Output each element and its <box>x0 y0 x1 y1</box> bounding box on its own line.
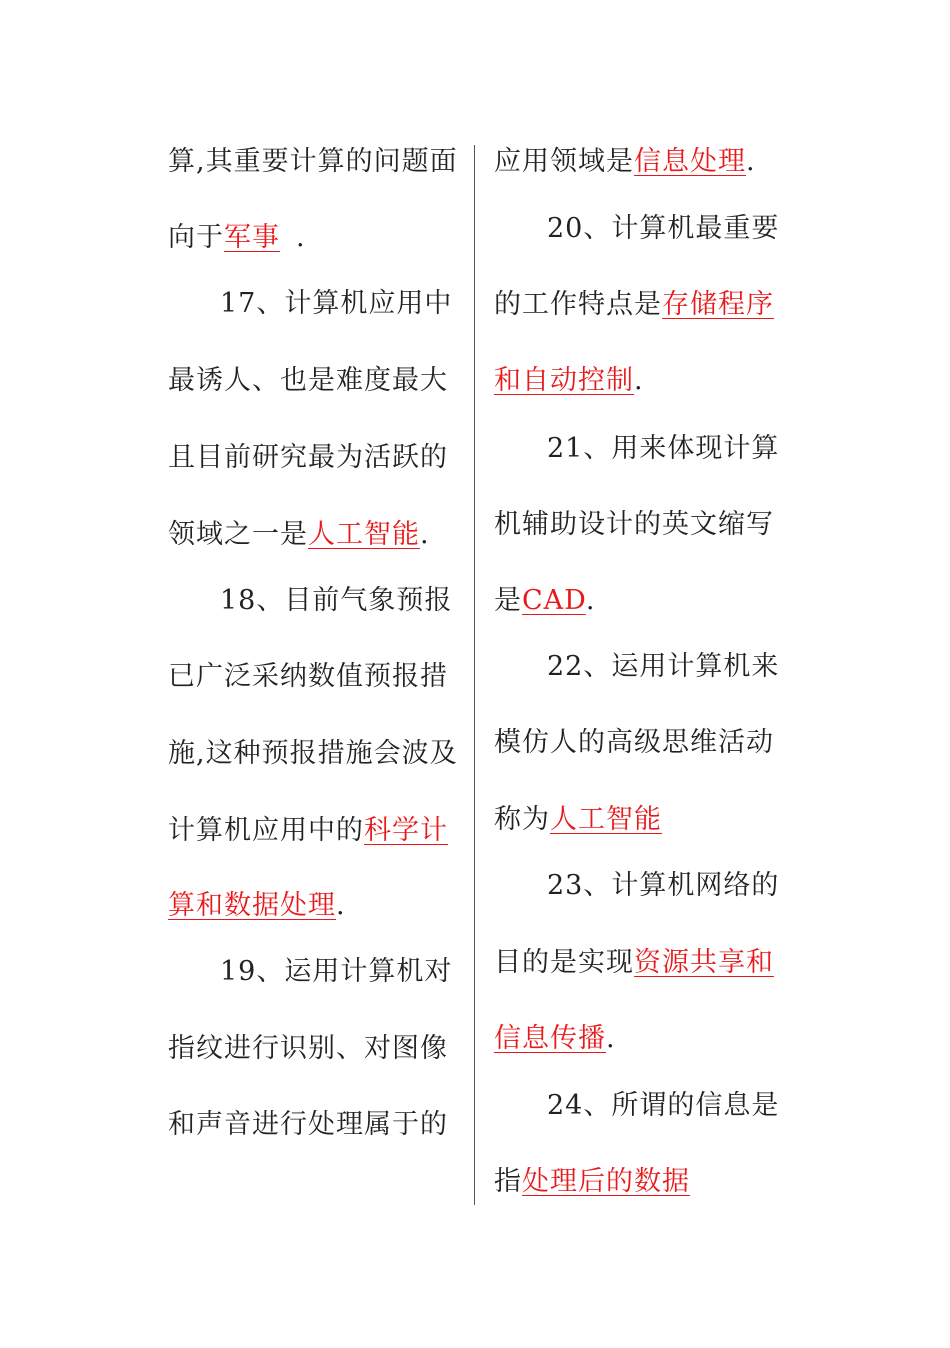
q18-line-5 <box>168 886 346 926</box>
q18-answer-part-2: 算和数据处理 <box>168 890 336 921</box>
q22-line-2 <box>494 723 774 763</box>
q19-text: 和声音进行处理属于的 <box>168 1109 448 1140</box>
q17-line-2 <box>168 361 448 401</box>
q23-line-3 <box>494 1019 616 1059</box>
q18-line-2 <box>168 657 448 697</box>
q21-text: 是 <box>494 585 522 616</box>
q18-line-4 <box>168 811 448 851</box>
q24-line-2 <box>494 1162 690 1202</box>
q16-period: . <box>296 222 306 253</box>
q17-text: 17、计算机应用中 <box>220 288 453 319</box>
q21-line-3 <box>494 581 595 621</box>
q19-period: . <box>746 146 756 177</box>
q18-text: 18、目前气象预报 <box>220 585 453 616</box>
q18-line-1 <box>220 581 452 621</box>
q18-period: . <box>336 890 346 921</box>
q17-text: 最诱人、也是难度最大 <box>168 365 448 396</box>
q19-line-2 <box>168 1029 448 1069</box>
q23-period: . <box>606 1023 616 1054</box>
q22-line-1 <box>547 647 779 687</box>
q21-text: 21、用来体现计算 <box>547 433 780 464</box>
q23-answer-part-1: 资源共享和 <box>634 947 774 978</box>
q18-text: 已广泛采纳数值预报措 <box>168 661 448 692</box>
q20-line-3 <box>494 361 644 401</box>
q16-text: 算,其重要计算的问题面 <box>168 146 458 177</box>
q23-line-1 <box>547 866 779 906</box>
q23-answer-part-2: 信息传播 <box>494 1023 606 1054</box>
q21-line-2 <box>494 505 774 545</box>
q17-answer: 人工智能 <box>308 519 420 550</box>
q21-text: 机辅助设计的英文缩写 <box>494 509 774 540</box>
q16-line-2 <box>168 218 306 258</box>
q22-answer: 人工智能 <box>550 804 662 835</box>
q19-text: 19、运用计算机对 <box>220 956 453 987</box>
q16-text: 向于 <box>168 222 224 253</box>
q17-period: . <box>420 519 430 550</box>
q20-line-1 <box>547 209 779 249</box>
q20-text: 的工作特点是 <box>494 289 662 320</box>
q20-line-2 <box>494 285 774 325</box>
q19-text: 应用领域是 <box>494 146 634 177</box>
column-divider <box>474 145 475 1205</box>
q23-text: 23、计算机网络的 <box>547 870 780 901</box>
q21-answer: CAD <box>522 585 586 616</box>
q24-text: 指 <box>494 1166 522 1197</box>
q18-text: 计算机应用中的 <box>168 815 364 846</box>
q17-text: 且目前研究最为活跃的 <box>168 442 448 473</box>
q16-line-1 <box>168 142 458 182</box>
q17-line-1 <box>220 284 452 324</box>
q23-line-2 <box>494 943 774 983</box>
q22-text: 22、运用计算机来 <box>547 651 780 682</box>
q19-line-1 <box>220 952 452 992</box>
q18-text: 施,这种预报措施会波及 <box>168 738 458 769</box>
q24-text: 24、所谓的信息是 <box>547 1090 780 1121</box>
q23-text: 目的是实现 <box>494 947 634 978</box>
q18-line-3 <box>168 734 458 774</box>
q24-line-1 <box>547 1086 779 1126</box>
q17-text: 领域之一是 <box>168 519 308 550</box>
q20-answer-part-2: 和自动控制 <box>494 365 634 396</box>
q20-text: 20、计算机最重要 <box>547 213 780 244</box>
q22-text: 称为 <box>494 804 550 835</box>
q21-period: . <box>585 585 596 616</box>
q17-line-3 <box>168 438 448 478</box>
q19-line-3 <box>168 1105 448 1145</box>
q16-answer: 军事 <box>224 222 280 253</box>
q19-text: 指纹进行识别、对图像 <box>168 1033 448 1064</box>
q20-period: . <box>634 365 644 396</box>
q17-line-4 <box>168 515 430 555</box>
q24-answer: 处理后的数据 <box>522 1166 690 1197</box>
q22-text: 模仿人的高级思维活动 <box>494 727 774 758</box>
q22-line-3 <box>494 800 662 840</box>
q19-answer: 信息处理 <box>634 146 746 177</box>
q19-line-4 <box>494 142 756 182</box>
q18-answer-part-1: 科学计 <box>364 815 448 846</box>
q20-answer-part-1: 存储程序 <box>662 289 774 320</box>
q21-line-1 <box>547 429 779 469</box>
